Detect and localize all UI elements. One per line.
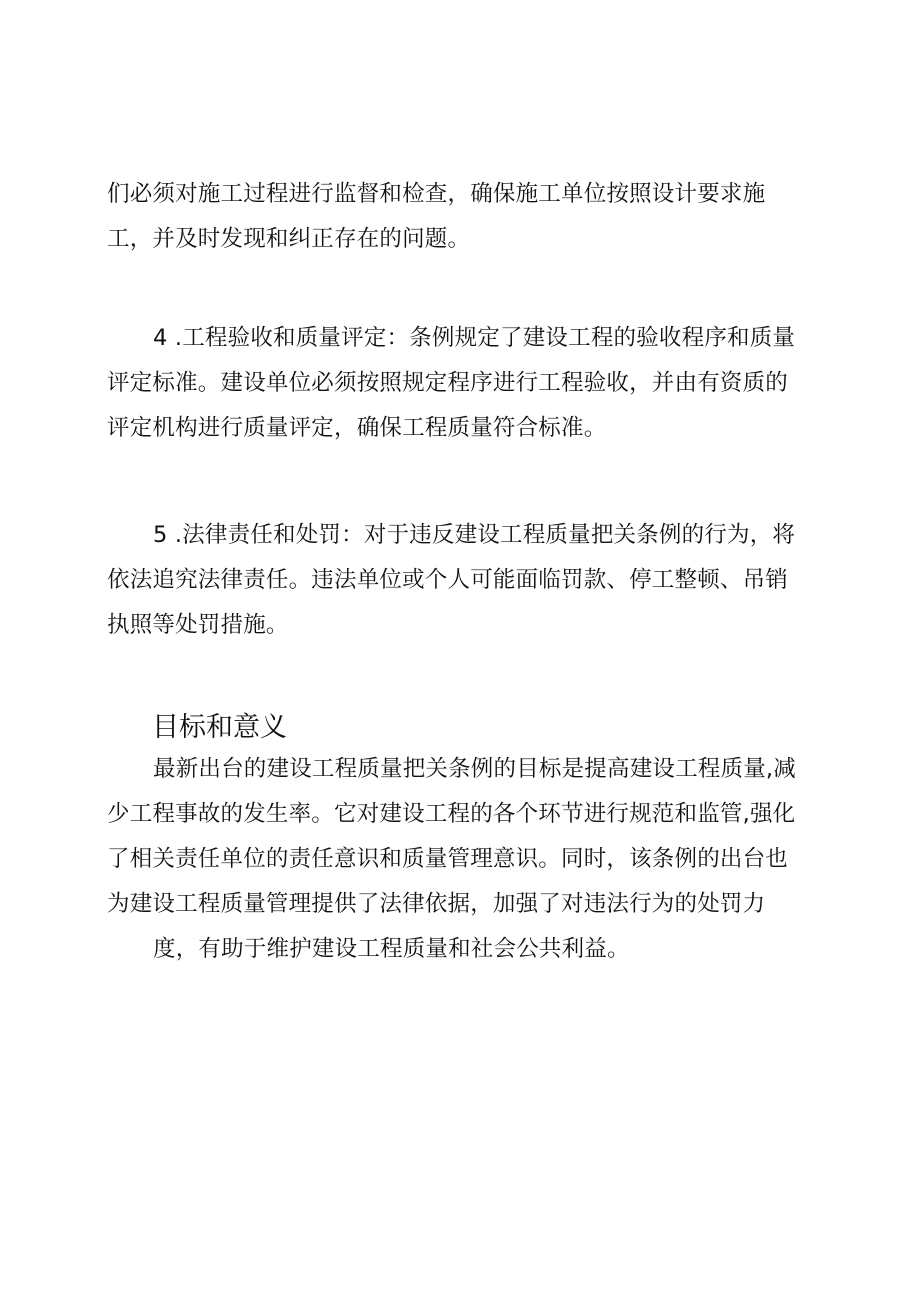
text-line: 最新出台的建设工程质量把关条例的目标是提高建设工程质量,减 [153, 756, 796, 782]
text-line: 执照等处罚措施。 [107, 612, 289, 638]
section-heading: 目标和意义 [152, 712, 287, 743]
text-line: 少工程事故的发生率。它对建设工程的各个环节进行规范和监管,强化 [107, 801, 796, 827]
text-line: 4 .工程验收和质量评定：条例规定了建设工程的验收程序和质量 [153, 325, 796, 351]
text-line: 度，有助于维护建设工程质量和社会公共利益。 [153, 936, 630, 962]
text-line: 评定机构进行质量评定，确保工程质量符合标准。 [107, 415, 607, 441]
section-paragraph [107, 747, 813, 972]
paragraph-continued [107, 172, 813, 262]
list-item-4 [107, 316, 813, 451]
text-line: 依法追究法律责任。违法单位或个人可能面临罚款、停工整顿、吊销 [107, 567, 789, 593]
text-line: 5 .法律责任和处罚：对于违反建设工程质量把关条例的行为，将 [153, 522, 796, 548]
text-line: 们必须对施工过程进行监督和检查，确保施工单位按照设计要求施 [107, 181, 766, 207]
text-line: 了相关责任单位的责任意识和质量管理意识。同时，该条例的出台也 [107, 846, 789, 872]
text-line: 工，并及时发现和纠正存在的问题。 [107, 226, 471, 252]
text-line: 为建设工程质量管理提供了法律依据，加强了对违法行为的处罚力 [107, 891, 766, 917]
text-line: 评定标准。建设单位必须按照规定程序进行工程验收，并由有资质的 [107, 370, 789, 396]
list-item-5 [107, 513, 813, 648]
